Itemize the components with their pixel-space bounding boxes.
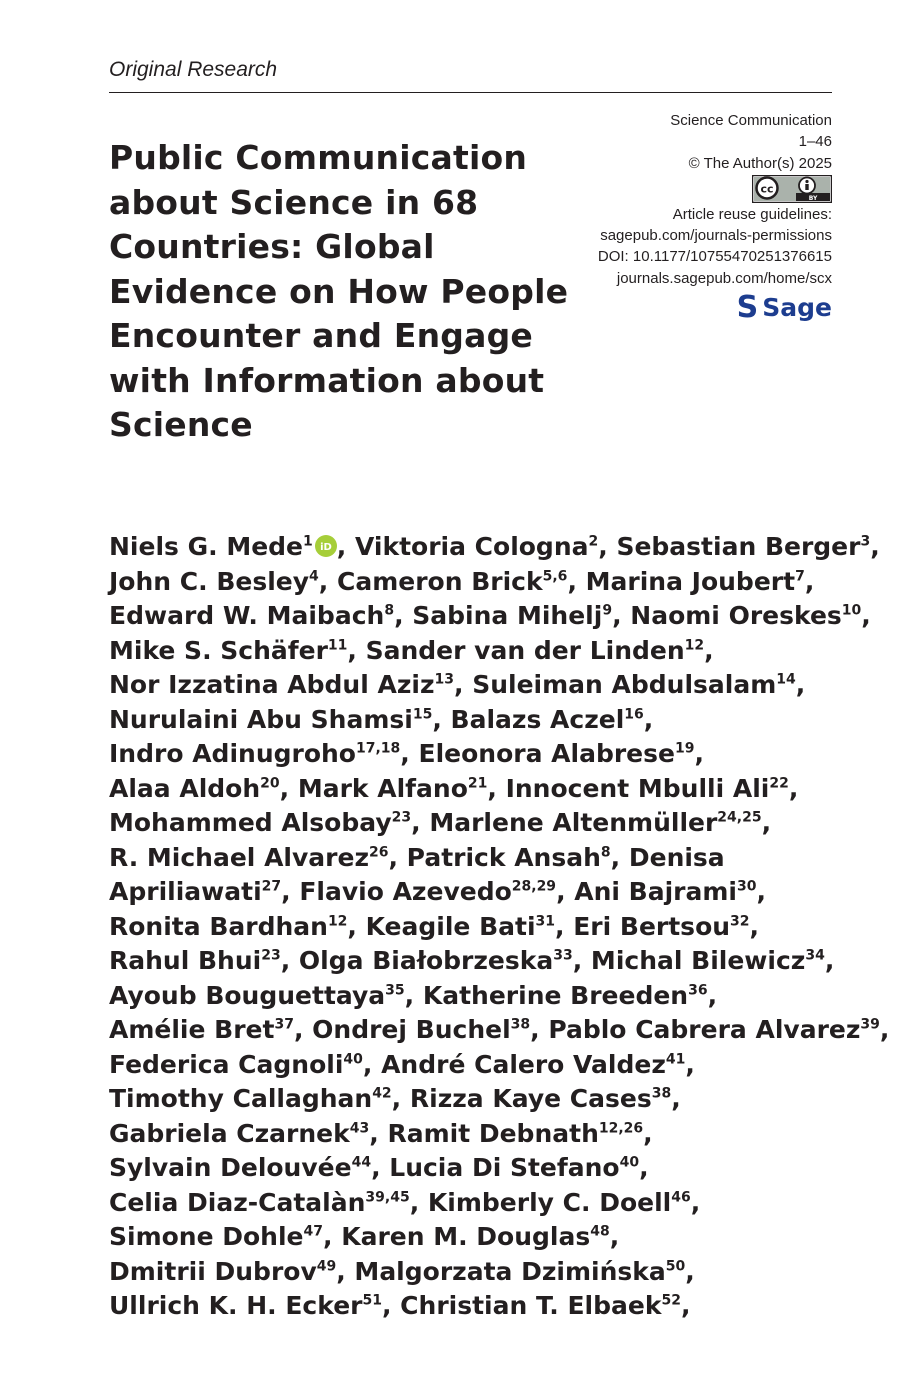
- affiliation-marker: 32: [730, 913, 750, 930]
- author-name: Ronita Bardhan: [109, 911, 328, 941]
- author-name: Amélie Bret: [109, 1015, 275, 1044]
- author-line: [109, 841, 839, 876]
- author-name: R. Michael Alvarez: [109, 842, 369, 872]
- author-name: , Naomi Oreskes: [612, 601, 842, 630]
- author-name: , Marina Joubert: [567, 566, 796, 596]
- affiliation-marker: 24,25: [717, 809, 762, 826]
- author-name: , Viktoria Cologna: [336, 532, 589, 561]
- author-line: [109, 530, 880, 565]
- author-line: [109, 772, 839, 807]
- affiliation-marker: 3: [860, 533, 871, 550]
- author-name: , Ramit Debnath: [369, 1118, 599, 1148]
- author-line: [109, 875, 839, 910]
- affiliation-marker: 8: [600, 844, 611, 861]
- affiliation-marker: 26: [369, 844, 389, 861]
- affiliation-marker: 44: [351, 1154, 372, 1171]
- author-name: ,: [643, 704, 654, 734]
- author-name: , Balazs Aczel: [432, 704, 625, 734]
- affiliation-marker: 50: [665, 1258, 686, 1275]
- author-line: [109, 1220, 839, 1255]
- affiliation-marker: 17,18: [356, 740, 401, 757]
- author-list: [109, 530, 890, 1324]
- author-name: , Sander van der Linden: [347, 635, 685, 665]
- affiliation-marker: 14: [776, 671, 796, 688]
- affiliation-marker: 36: [688, 982, 708, 999]
- author-name: Edward W. Maibach: [109, 601, 385, 630]
- author-name: , André Calero Valdez: [362, 1049, 666, 1079]
- author-name: , Sebastian Berger: [598, 532, 861, 561]
- affiliation-marker: 48: [590, 1223, 610, 1240]
- affiliation-marker: 2: [588, 533, 599, 550]
- affiliation-marker: 47: [303, 1223, 323, 1240]
- author-line: [109, 668, 839, 703]
- page-range: 1–46: [798, 133, 832, 151]
- affiliation-marker: 28,29: [511, 878, 557, 895]
- author-line: [109, 634, 839, 669]
- author-name: ,: [694, 739, 704, 768]
- author-name: ,: [690, 1187, 701, 1217]
- author-name: ,: [804, 566, 815, 596]
- author-line: [109, 1048, 839, 1083]
- author-name: ,: [824, 946, 835, 975]
- affiliation-marker: 12: [327, 913, 348, 930]
- affiliation-marker: 46: [671, 1189, 691, 1206]
- reuse-guidelines-label: Article reuse guidelines:: [672, 205, 832, 223]
- affiliation-marker: 9: [602, 602, 613, 619]
- affiliation-marker: 7: [795, 568, 805, 585]
- article-type-label: Original Research: [109, 58, 278, 81]
- affiliation-marker: 41: [665, 1051, 686, 1068]
- author-line: [109, 979, 839, 1014]
- author-name: Ayoub Bouguettaya: [109, 980, 386, 1010]
- author-name: , Keagile Bati: [347, 911, 536, 941]
- author-name: ,: [861, 601, 871, 630]
- author-name: Nor Izzatina Abdul Aziz: [109, 670, 435, 699]
- author-name: ,: [870, 532, 880, 561]
- affiliation-marker: 39: [860, 1016, 880, 1033]
- author-name: , Cameron Brick: [318, 566, 543, 596]
- affiliation-marker: 16: [624, 706, 644, 723]
- author-name: , Marlene Altenmüller: [411, 808, 718, 837]
- author-name: , Suleiman Abdulsalam: [454, 670, 777, 699]
- affiliation-marker: 42: [372, 1085, 392, 1102]
- author-name: Celia Diaz-Catalàn: [109, 1187, 366, 1217]
- sage-logo: [532, 290, 832, 326]
- author-line: [109, 703, 839, 738]
- svg-text:iD: iD: [319, 542, 332, 553]
- author-name: , Malgorzata Dzimińska: [336, 1256, 666, 1286]
- affiliation-marker: 40: [619, 1154, 640, 1171]
- author-name: , Ondrej Buchel: [293, 1015, 511, 1044]
- author-name: Dmitrii Dubrov: [109, 1256, 317, 1286]
- author-name: Sylvain Delouvée: [109, 1153, 352, 1182]
- author-name: ,: [707, 980, 718, 1010]
- svg-text:cc: cc: [760, 182, 774, 196]
- author-name: ,: [788, 773, 799, 803]
- author-name: , Innocent Mbulli Ali: [487, 773, 770, 803]
- author-name: , Eleonora Alabrese: [400, 739, 675, 768]
- article-title: Public Communication about Science in 68 Countries: Global Evidence on How People Encounter and Engage with Information about Science: [109, 138, 569, 444]
- author-name: ,: [756, 877, 766, 906]
- author-name: ,: [671, 1084, 681, 1113]
- copyright-line: © The Author(s) 2025: [688, 154, 832, 172]
- author-line: [109, 1186, 839, 1221]
- author-name: , Rizza Kaye Cases: [391, 1084, 652, 1113]
- affiliation-marker: 19: [674, 740, 695, 757]
- author-name: , Kimberly C. Doell: [409, 1187, 672, 1217]
- author-name: ,: [685, 1049, 695, 1079]
- author-name: Gabriela Czarnek: [109, 1118, 350, 1148]
- affiliation-marker: 13: [434, 671, 455, 688]
- affiliation-marker: 35: [385, 982, 405, 999]
- author-name: Mike S. Schäfer: [109, 635, 328, 665]
- author-line: [109, 944, 839, 979]
- author-name: ,: [795, 670, 806, 699]
- author-name: ,: [749, 911, 760, 941]
- author-name: ,: [879, 1015, 890, 1044]
- author-name: , Eri Bertsou: [555, 911, 731, 941]
- affiliation-marker: 1: [303, 533, 313, 550]
- affiliation-marker: 12: [684, 637, 705, 654]
- author-name: , Christian T. Elbaek: [381, 1291, 662, 1320]
- author-name: ,: [680, 1291, 691, 1320]
- author-name: Apriliawati: [109, 877, 262, 906]
- author-name: , Olga Białobrzeska: [280, 946, 554, 975]
- affiliation-marker: 8: [384, 602, 395, 619]
- journal-meta-block: [532, 110, 832, 326]
- author-line: [109, 599, 871, 634]
- author-name: , Ani Bajrami: [556, 877, 737, 906]
- author-name: Federica Cagnoli: [109, 1049, 344, 1079]
- author-line: [109, 1082, 839, 1117]
- affiliation-marker: 49: [316, 1258, 337, 1275]
- author-line: [109, 910, 839, 945]
- author-name: John C. Besley: [109, 566, 310, 596]
- affiliation-marker: 15: [412, 706, 433, 723]
- author-line: [109, 806, 839, 841]
- publisher-name: Sage: [762, 293, 832, 323]
- author-name: ,: [609, 1222, 620, 1251]
- author-line: [109, 1255, 839, 1290]
- author-name: , Lucia Di Stefano: [371, 1153, 620, 1182]
- author-line: [109, 1289, 839, 1324]
- journal-homepage-link[interactable]: journals.sagepub.com/home/scx: [616, 269, 832, 287]
- author-name: Mohammed Alsobay: [109, 808, 392, 837]
- author-name: ,: [761, 808, 772, 837]
- sage-s-icon: S: [736, 290, 759, 326]
- permissions-link[interactable]: sagepub.com/journals-permissions: [600, 227, 832, 245]
- affiliation-marker: 23: [261, 947, 281, 964]
- author-name: , Katherine Breeden: [404, 980, 689, 1010]
- affiliation-marker: 33: [553, 947, 573, 964]
- affiliation-marker: 39,45: [365, 1189, 410, 1206]
- author-name: , Flavio Azevedo: [281, 877, 512, 906]
- affiliation-marker: 27: [261, 878, 282, 895]
- author-name: Ullrich K. H. Ecker: [109, 1291, 363, 1320]
- affiliation-marker: 38: [651, 1085, 672, 1102]
- affiliation-marker: 11: [327, 637, 348, 654]
- author-line: [109, 1151, 839, 1186]
- author-line: [109, 565, 839, 600]
- author-line: [109, 1013, 890, 1048]
- affiliation-marker: 23: [391, 809, 412, 826]
- author-name: , Mark Alfano: [279, 773, 468, 803]
- affiliation-marker: 43: [349, 1120, 370, 1137]
- journal-name: Science Communication: [670, 112, 832, 129]
- affiliation-marker: 52: [661, 1292, 681, 1309]
- author-name: Nurulaini Abu Shamsi: [109, 704, 413, 734]
- affiliation-marker: 31: [535, 913, 556, 930]
- author-line: [109, 737, 839, 772]
- author-name: Indro Adinugroho: [109, 739, 356, 768]
- author-name: ,: [685, 1256, 695, 1286]
- orcid-icon[interactable]: [315, 535, 337, 557]
- doi-line[interactable]: DOI: 10.1177/10755470251376615: [597, 248, 832, 266]
- author-name: , Pablo Cabrera Alvarez: [530, 1015, 861, 1044]
- affiliation-marker: 21: [467, 775, 488, 792]
- affiliation-marker: 51: [362, 1292, 382, 1309]
- author-name: , Karen M. Douglas: [323, 1222, 591, 1251]
- author-name: Rahul Bhui: [109, 946, 262, 975]
- affiliation-marker: 38: [510, 1016, 531, 1033]
- affiliation-marker: 30: [737, 878, 757, 895]
- affiliation-marker: 40: [343, 1051, 363, 1068]
- affiliation-marker: 5,6: [542, 568, 568, 585]
- author-name: ,: [704, 635, 714, 665]
- affiliation-marker: 12,26: [598, 1120, 644, 1137]
- author-name: , Sabina Mihelj: [394, 601, 603, 630]
- author-name: ,: [643, 1118, 653, 1148]
- affiliation-marker: 10: [841, 602, 862, 619]
- cc-by-text: BY: [808, 194, 818, 202]
- cc-by-license-icon[interactable]: [752, 175, 832, 203]
- header-divider: [109, 92, 832, 93]
- author-name: ,: [639, 1153, 649, 1182]
- author-name: , Michal Bilewicz: [572, 946, 806, 975]
- author-name: Timothy Callaghan: [109, 1084, 373, 1113]
- author-name: Simone Dohle: [109, 1222, 304, 1251]
- affiliation-marker: 4: [309, 568, 319, 585]
- affiliation-marker: 20: [260, 775, 280, 792]
- affiliation-marker: 22: [769, 775, 789, 792]
- affiliation-marker: 34: [805, 947, 825, 964]
- affiliation-marker: 37: [274, 1016, 294, 1033]
- author-name: , Denisa: [610, 842, 725, 872]
- author-name: , Patrick Ansah: [388, 842, 601, 872]
- author-name: Niels G. Mede: [109, 532, 304, 561]
- author-line: [109, 1117, 839, 1152]
- author-name: Alaa Aldoh: [109, 773, 261, 803]
